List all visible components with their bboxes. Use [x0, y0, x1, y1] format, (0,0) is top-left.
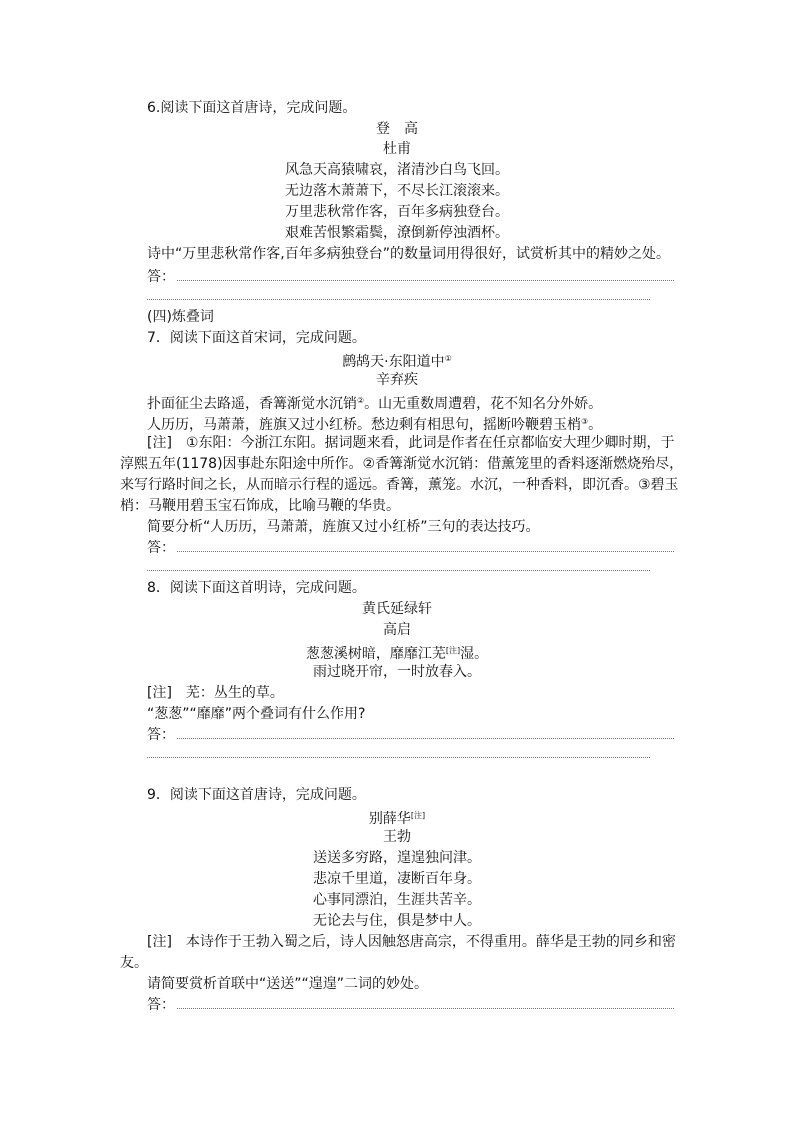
q7-poem-line: 人历历，马萧萧，旌旗又过小红桥。愁边剩有相思句，摇断吟鞭碧玉梢③。 — [147, 417, 603, 433]
q7-note: 淳熙五年(1178)因事赴东阳途中所作。②香篝渐觉水沉销：借薰笼里的香料逐渐燃烧殆尽， — [120, 456, 684, 472]
q9-poem-line: 心事同漂泊，生涯共苦辛。 — [313, 892, 481, 908]
q9-note: [注] 本诗作于王勃入蜀之后，诗人因触怒唐高宗，不得重用。薛华是王勃的同乡和密 — [147, 934, 676, 950]
q6-poem-line: 万里悲秋常作客，百年多病独登台。 — [285, 204, 509, 220]
q7-answer-line-2[interactable] — [147, 570, 650, 571]
q7-note: 来写行路时间之长，从而暗示行程的遥远。香篝，薰笼。水沉，一种香料，即沉香。③碧玉 — [120, 477, 679, 493]
q9-poem-line: 无论去与住，俱是梦中人。 — [313, 913, 481, 929]
q7-note: 梢：马鞭用碧玉宝石饰成，比喻马鞭的华贵。 — [120, 498, 400, 514]
q6-question: 诗中“万里悲秋常作客,百年多病独登台”的数量词用得很好，试赏析其中的精妙之处。 — [147, 246, 670, 262]
q6-poem-line: 艰难苦恨繁霜鬓，潦倒新停浊酒杯。 — [285, 225, 509, 241]
q8-stem: 8．阅读下面这首明诗，完成问题。 — [147, 580, 366, 596]
q9-question: 请简要赏析首联中“送送”“遑遑”二词的妙处。 — [147, 976, 429, 992]
q9-answer-line[interactable] — [177, 1008, 674, 1009]
q6-poem-line: 无边落木萧萧下，不尽长江滚滚来。 — [285, 183, 509, 199]
q8-poem-line: 雨过晓开帘，一时放春入。 — [313, 664, 481, 680]
q8-note: [注] 芜：丛生的草。 — [147, 685, 284, 701]
q7-note: [注] ①东阳：今浙江东阳。据词题来看，此词是作者在任京都临安大理少卿时期，于 — [147, 435, 675, 451]
q9-poem-author: 王勃 — [383, 829, 411, 845]
q8-answer-line[interactable] — [177, 738, 674, 739]
q6-answer-line-2[interactable] — [147, 299, 650, 300]
q7-poem-line: 扑面征尘去路遥，香篝渐觉水沉销②。山无重数周遭碧，花不知名分外娇。 — [147, 396, 603, 412]
q9-note: 友。 — [120, 955, 148, 971]
q9-poem-title: 别薛华[注] — [368, 811, 426, 827]
q9-answer-label: 答： — [147, 997, 175, 1013]
q6-stem: 6.阅读下面这首唐诗，完成问题。 — [147, 100, 357, 116]
q7-poem-author: 辛弃疾 — [376, 372, 418, 388]
q8-answer-line-2[interactable] — [147, 757, 650, 758]
q6-answer-line[interactable] — [177, 280, 674, 281]
q7-answer-label: 答： — [147, 540, 175, 556]
q7-poem-title: 鹧鸪天·东阳道中① — [342, 354, 452, 370]
q6-poem-author: 杜甫 — [383, 141, 411, 157]
q8-question: “葱葱”“靡靡”两个叠词有什么作用? — [147, 706, 366, 722]
q9-stem: 9．阅读下面这首唐诗，完成问题。 — [147, 787, 366, 803]
q8-poem-line: 葱葱溪树暗，靡靡江芜[注]湿。 — [305, 646, 489, 662]
q7-answer-line[interactable] — [177, 551, 674, 552]
q8-poem-author: 高启 — [383, 622, 411, 638]
q9-poem-line: 送送多穷路，遑遑独问津。 — [313, 850, 481, 866]
q7-stem: 7．阅读下面这首宋词，完成问题。 — [147, 330, 366, 346]
section-heading: (四)炼叠词 — [147, 309, 214, 325]
q8-answer-label: 答： — [147, 727, 175, 743]
q7-question: 简要分析“人历历，马萧萧，旌旗又过小红桥”三句的表达技巧。 — [147, 519, 540, 535]
q6-poem-line: 风急天高猿啸哀，渚清沙白鸟飞回。 — [285, 162, 509, 178]
q6-poem-title: 登 高 — [376, 121, 418, 137]
q6-answer-label: 答： — [147, 269, 175, 285]
q9-poem-line: 悲凉千里道，凄断百年身。 — [313, 871, 481, 887]
q8-poem-title: 黄氏延绿轩 — [362, 601, 432, 617]
